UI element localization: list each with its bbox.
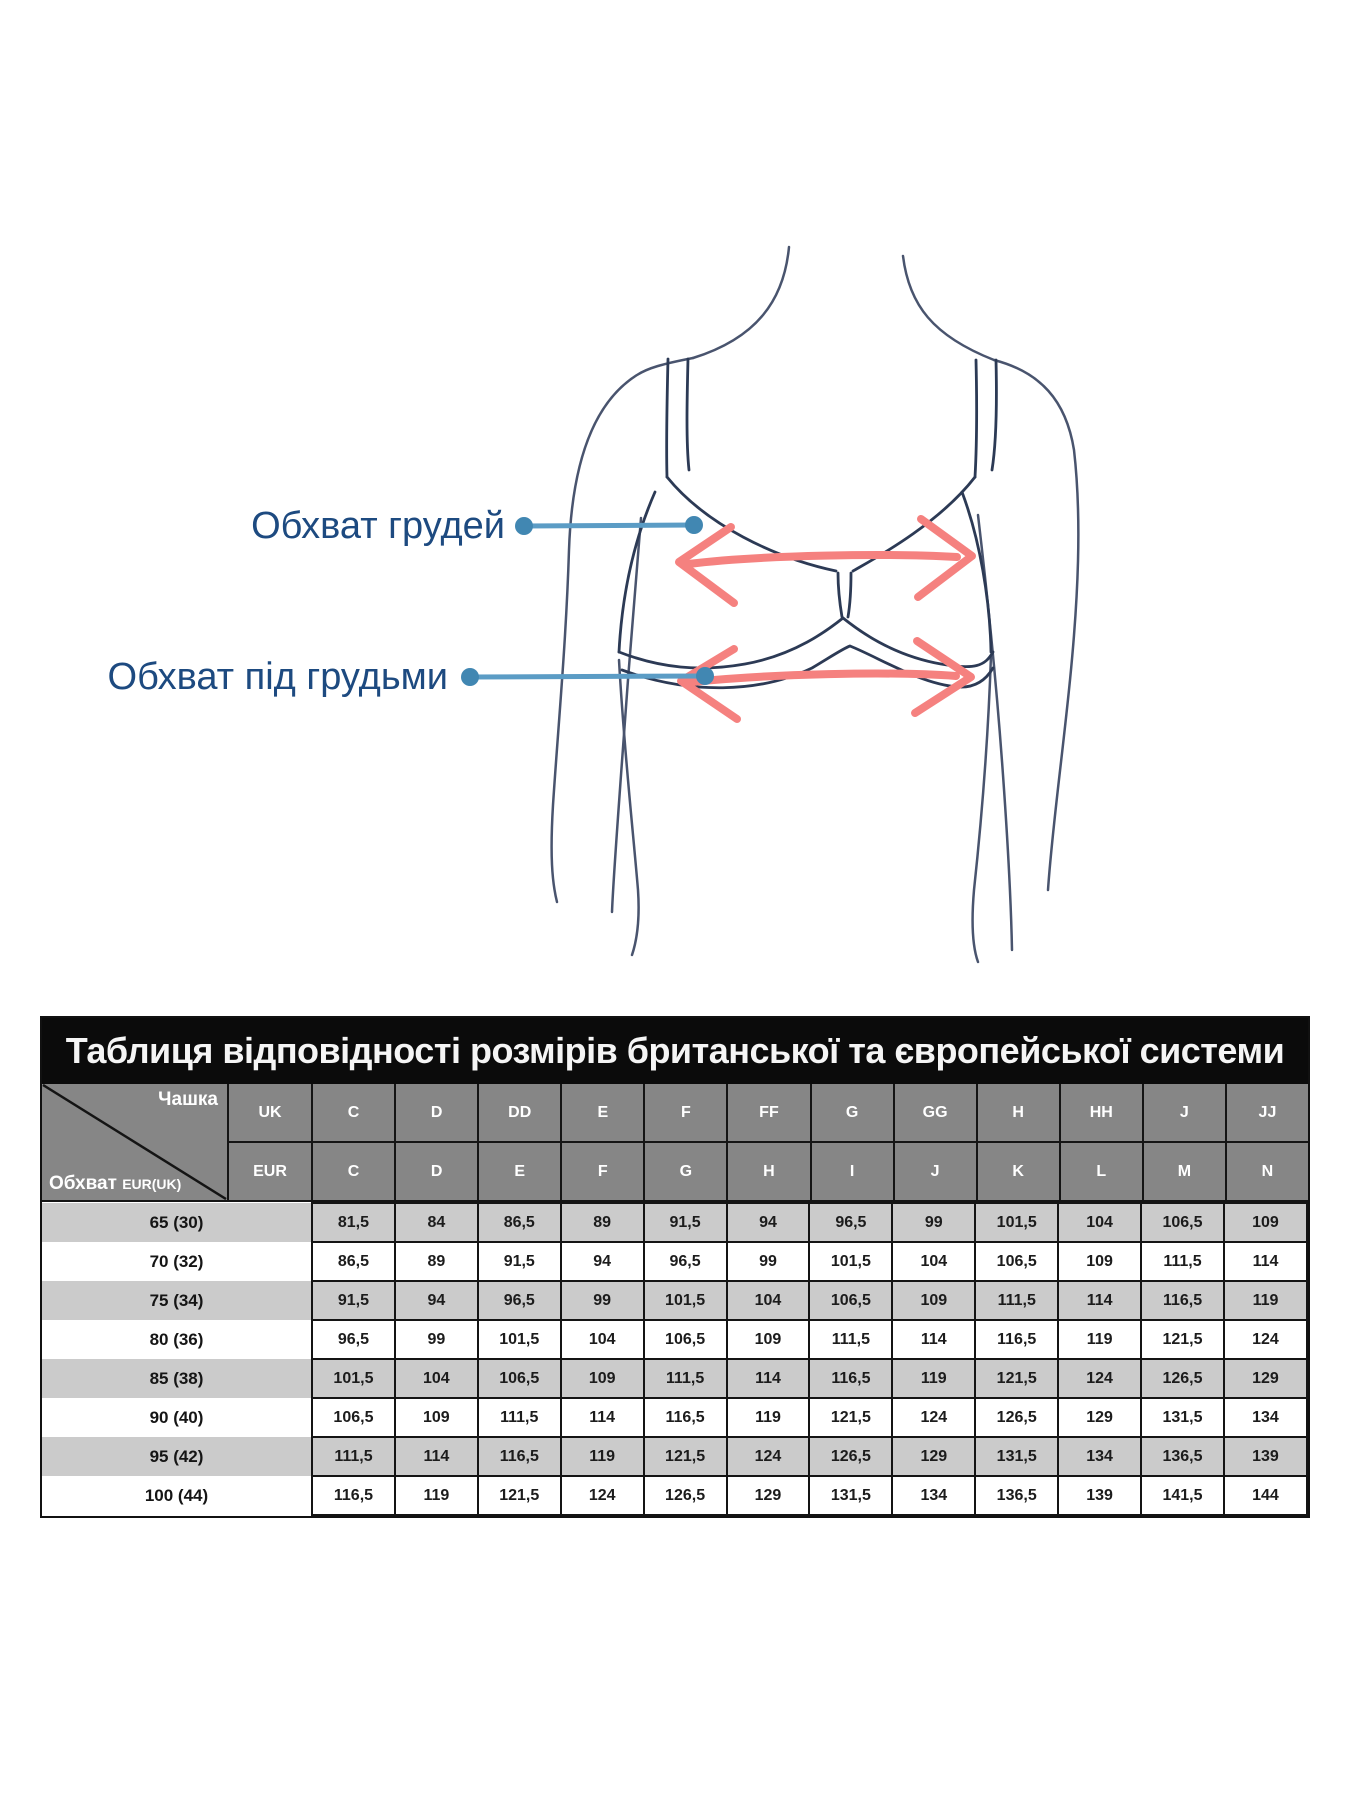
- size-cell: 96,5: [644, 1242, 727, 1281]
- size-cell: 116,5: [312, 1476, 395, 1515]
- eur-cup-F: F: [562, 1143, 643, 1200]
- size-cell: 111,5: [1141, 1242, 1224, 1281]
- size-cell: 109: [1058, 1242, 1141, 1281]
- size-cell: 91,5: [478, 1242, 561, 1281]
- size-cell: 81,5: [312, 1203, 395, 1242]
- eur-cup-E: E: [479, 1143, 560, 1200]
- size-cell: 101,5: [312, 1359, 395, 1398]
- size-cell: 116,5: [809, 1359, 892, 1398]
- size-cell: 116,5: [975, 1320, 1058, 1359]
- size-cell: 129: [892, 1437, 975, 1476]
- eur-cup-M: M: [1144, 1143, 1225, 1200]
- size-cell: 126,5: [1141, 1359, 1224, 1398]
- size-cell: 139: [1058, 1476, 1141, 1515]
- uk-system-label: UK: [229, 1084, 311, 1141]
- size-cell: 86,5: [478, 1203, 561, 1242]
- uk-cup-JJ: JJ: [1227, 1084, 1308, 1141]
- size-cell: 109: [727, 1320, 810, 1359]
- size-cell: 101,5: [478, 1320, 561, 1359]
- size-values-table: [42, 1202, 1308, 1516]
- size-cell: 101,5: [975, 1203, 1058, 1242]
- size-cell: 84: [395, 1203, 478, 1242]
- size-cell: 111,5: [809, 1320, 892, 1359]
- size-cell: 131,5: [1141, 1398, 1224, 1437]
- size-cell: 106,5: [1141, 1203, 1224, 1242]
- size-cell: 134: [892, 1476, 975, 1515]
- size-cell: 144: [1224, 1476, 1307, 1515]
- eur-cup-C: C: [313, 1143, 394, 1200]
- table-title: Таблиця відповідності розмірів британської та європейської системи: [42, 1018, 1308, 1084]
- underbust-row-label: 70 (32): [149, 1251, 204, 1271]
- size-cell: 106,5: [809, 1281, 892, 1320]
- eur-cup-H: H: [728, 1143, 809, 1200]
- eur-cup-L: L: [1061, 1143, 1142, 1200]
- table-row: [42, 1476, 1307, 1515]
- girth-corner-label: Обхват EUR(UK): [49, 1173, 182, 1194]
- size-cell: 121,5: [478, 1476, 561, 1515]
- size-cell: 119: [1058, 1320, 1141, 1359]
- size-cell: 114: [727, 1359, 810, 1398]
- size-cell: 99: [561, 1281, 644, 1320]
- eur-cup-D: D: [396, 1143, 477, 1200]
- size-cell: 106,5: [312, 1398, 395, 1437]
- size-cell: 126,5: [975, 1398, 1058, 1437]
- table-row: [42, 1242, 1307, 1281]
- size-cell: 96,5: [809, 1203, 892, 1242]
- size-cell: 104: [892, 1242, 975, 1281]
- header-corner-cell: [42, 1084, 227, 1200]
- size-cell: 89: [561, 1203, 644, 1242]
- size-cell: 109: [561, 1359, 644, 1398]
- size-cell: 114: [892, 1320, 975, 1359]
- bust-circumference-label: Обхват грудей: [251, 505, 505, 547]
- size-cell: 121,5: [1141, 1320, 1224, 1359]
- eur-cup-K: K: [978, 1143, 1059, 1200]
- size-cell: 111,5: [644, 1359, 727, 1398]
- eur-system-label: EUR: [229, 1143, 311, 1200]
- size-cell: 139: [1224, 1437, 1307, 1476]
- size-cell: 99: [727, 1242, 810, 1281]
- eur-cup-N: N: [1227, 1143, 1308, 1200]
- uk-cup-F: F: [645, 1084, 726, 1141]
- size-cell: 131,5: [809, 1476, 892, 1515]
- size-cell: 101,5: [809, 1242, 892, 1281]
- underbust-row-label: 75 (34): [149, 1290, 204, 1310]
- size-cell: 136,5: [1141, 1437, 1224, 1476]
- size-cell: 109: [892, 1281, 975, 1320]
- eur-cup-G: G: [645, 1143, 726, 1200]
- size-cell: 129: [727, 1476, 810, 1515]
- size-cell: 141,5: [1141, 1476, 1224, 1515]
- table-row: [42, 1281, 1307, 1320]
- size-cell: 99: [892, 1203, 975, 1242]
- eur-cup-I: I: [812, 1143, 893, 1200]
- underbust-row-label: 95 (42): [149, 1446, 204, 1466]
- size-cell: 129: [1224, 1359, 1307, 1398]
- uk-cup-C: C: [313, 1084, 394, 1141]
- underbust-row-label: 65 (30): [149, 1212, 204, 1232]
- size-cell: 104: [1058, 1203, 1141, 1242]
- size-cell: 119: [561, 1437, 644, 1476]
- size-cell: 136,5: [975, 1476, 1058, 1515]
- uk-cup-E: E: [562, 1084, 643, 1141]
- uk-cup-DD: DD: [479, 1084, 560, 1141]
- torso-outline: [552, 247, 1079, 962]
- size-cell: 119: [727, 1398, 810, 1437]
- size-cell: 104: [561, 1320, 644, 1359]
- size-cell: 124: [1224, 1320, 1307, 1359]
- size-cell: 116,5: [1141, 1281, 1224, 1320]
- size-cell: 94: [727, 1203, 810, 1242]
- size-cell: 134: [1058, 1437, 1141, 1476]
- size-cell: 121,5: [809, 1398, 892, 1437]
- table-row: [42, 1320, 1307, 1359]
- size-cell: 106,5: [975, 1242, 1058, 1281]
- size-cell: 86,5: [312, 1242, 395, 1281]
- size-cell: 109: [1224, 1203, 1307, 1242]
- uk-cup-H: H: [978, 1084, 1059, 1141]
- size-cell: 119: [395, 1476, 478, 1515]
- size-cell: 131,5: [975, 1437, 1058, 1476]
- uk-cup-FF: FF: [728, 1084, 809, 1141]
- size-conversion-table: [40, 1016, 1310, 1518]
- underbust-row-label: 85 (38): [149, 1368, 204, 1388]
- underbust-row-label: 100 (44): [144, 1485, 209, 1505]
- size-cell: 106,5: [478, 1359, 561, 1398]
- size-cell: 114: [1058, 1281, 1141, 1320]
- size-cell: 111,5: [478, 1398, 561, 1437]
- size-cell: 126,5: [809, 1437, 892, 1476]
- size-cell: 99: [395, 1320, 478, 1359]
- table-row: [42, 1359, 1307, 1398]
- size-cell: 124: [727, 1437, 810, 1476]
- size-cell: 94: [395, 1281, 478, 1320]
- size-cell: 94: [561, 1242, 644, 1281]
- uk-cup-G: G: [812, 1084, 893, 1141]
- size-cell: 116,5: [644, 1398, 727, 1437]
- size-cell: 111,5: [312, 1437, 395, 1476]
- table-row: [42, 1437, 1307, 1476]
- uk-cup-J: J: [1144, 1084, 1225, 1141]
- underbust-row-label: 90 (40): [149, 1407, 204, 1427]
- size-cell: 96,5: [478, 1281, 561, 1320]
- size-cell: 114: [1224, 1242, 1307, 1281]
- size-cell: 104: [395, 1359, 478, 1398]
- size-cell: 124: [1058, 1359, 1141, 1398]
- underbust-circumference-label: Обхват під грудьми: [107, 656, 448, 698]
- size-cell: 124: [892, 1398, 975, 1437]
- pointer-line-bust: [515, 516, 703, 535]
- size-cell: 121,5: [644, 1437, 727, 1476]
- size-cell: 114: [395, 1437, 478, 1476]
- underbust-row-label: 80 (36): [149, 1329, 204, 1349]
- size-cell: 104: [727, 1281, 810, 1320]
- table-header: [42, 1084, 1308, 1202]
- uk-cup-HH: HH: [1061, 1084, 1142, 1141]
- size-cell: 134: [1224, 1398, 1307, 1437]
- table-row: [42, 1398, 1307, 1437]
- size-cell: 89: [395, 1242, 478, 1281]
- size-cell: 109: [395, 1398, 478, 1437]
- size-cell: 96,5: [312, 1320, 395, 1359]
- size-cell: 129: [1058, 1398, 1141, 1437]
- size-cell: 121,5: [975, 1359, 1058, 1398]
- size-cell: 126,5: [644, 1476, 727, 1515]
- size-cell: 119: [1224, 1281, 1307, 1320]
- table-row: [42, 1203, 1307, 1242]
- size-cell: 106,5: [644, 1320, 727, 1359]
- size-cell: 111,5: [975, 1281, 1058, 1320]
- uk-cup-GG: GG: [895, 1084, 976, 1141]
- cup-corner-label: Чашка: [158, 1089, 218, 1110]
- size-cell: 91,5: [644, 1203, 727, 1242]
- eur-cup-J: J: [895, 1143, 976, 1200]
- size-cell: 124: [561, 1476, 644, 1515]
- size-cell: 116,5: [478, 1437, 561, 1476]
- size-cell: 91,5: [312, 1281, 395, 1320]
- size-cell: 101,5: [644, 1281, 727, 1320]
- size-cell: 119: [892, 1359, 975, 1398]
- size-cell: 114: [561, 1398, 644, 1437]
- bust-arrow: [679, 519, 972, 603]
- uk-cup-D: D: [396, 1084, 477, 1141]
